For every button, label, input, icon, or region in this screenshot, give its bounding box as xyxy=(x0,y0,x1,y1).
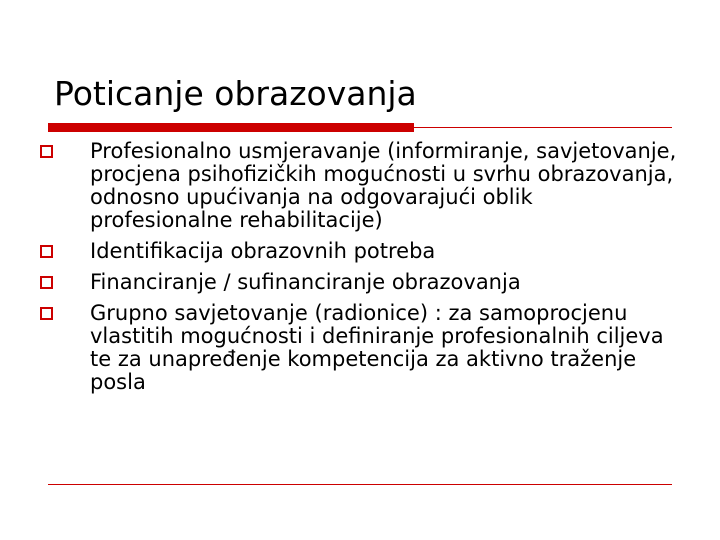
bullet-item xyxy=(40,271,680,294)
bullet-label: Financiranje / sufinanciranje obrazovanja xyxy=(90,270,521,294)
bullet-text: (informiranje, savjetovanje, procjena psihofizičkih mogućnosti u svrhu obrazovanja, odnosno upućivanja na odgovarajući oblik profesionalne rehabilitacije) xyxy=(90,139,677,232)
hollow-square-icon xyxy=(40,307,53,320)
bullet-list xyxy=(40,140,680,402)
bullet-item xyxy=(40,302,680,394)
bullet-label: Identifikacija obrazovnih potreba xyxy=(90,239,436,263)
footer-rule xyxy=(48,484,672,485)
bullet-label: Profesionalno usmjeravanje xyxy=(90,139,381,163)
hollow-square-icon xyxy=(40,145,53,158)
bullet-item xyxy=(40,140,680,232)
hollow-square-icon xyxy=(40,276,53,289)
bullet-item xyxy=(40,240,680,263)
hollow-square-icon xyxy=(40,245,53,258)
title-underline-thin xyxy=(414,127,672,128)
title-underline-thick xyxy=(48,123,414,132)
slide-title: Poticanje obrazovanja xyxy=(54,74,417,113)
bullet-text: (radionice) : za samoprocjenu vlastitih mogućnosti i definiranje profesionalnih ciljeva te za unapređenje kompetencija za aktivno traženje posla xyxy=(90,301,664,394)
bullet-label: Grupno savjetovanje xyxy=(90,301,308,325)
